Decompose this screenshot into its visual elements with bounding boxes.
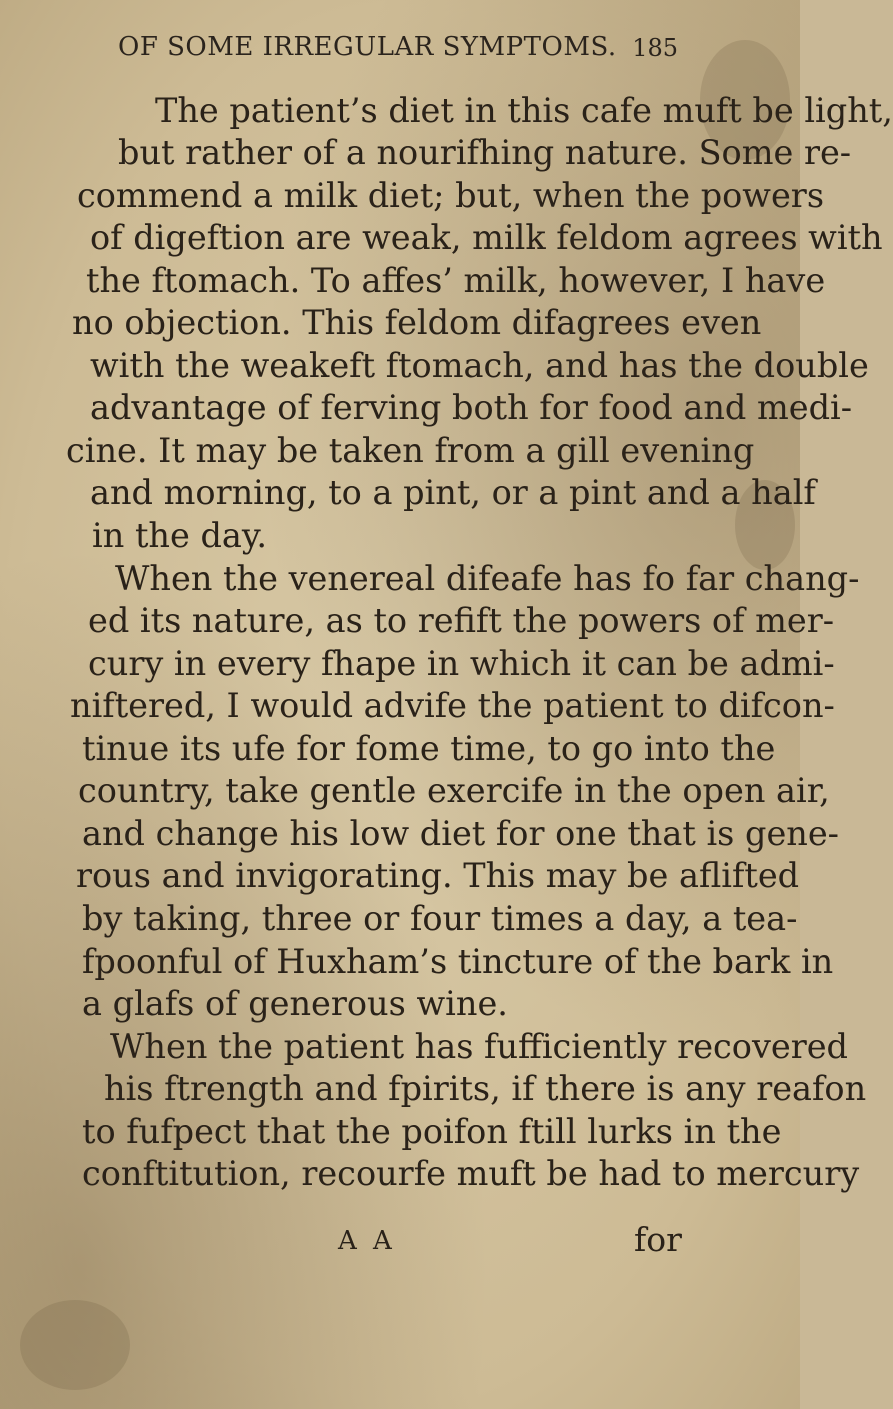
text-line: a glafs of generous wine. — [82, 984, 508, 1023]
text-line: in the day. — [92, 516, 267, 555]
running-head: OF SOME IRREGULAR SYMPTOMS. — [118, 32, 617, 62]
catchword: for — [634, 1220, 682, 1259]
text-line: commend a milk diet; but, when the powers — [77, 176, 825, 215]
text-line: The patient’s diet in this cafe muft be light, — [155, 91, 893, 130]
text-line: When the patient has fufficiently recovered — [110, 1027, 848, 1066]
text-line: cury in every fhape in which it can be admi- — [88, 644, 835, 683]
text-line: niftered, I would advife the patient to difcon- — [70, 686, 835, 725]
text-line: to fufpect that the poifon ftill lurks in the — [82, 1112, 782, 1151]
text-line: but rather of a nourifhing nature. Some re- — [118, 133, 852, 172]
text-line: advantage of ferving both for food and medi- — [90, 388, 853, 427]
page-stain — [20, 1300, 130, 1390]
text-line: of digeftion are weak, milk feldom agrees with — [90, 218, 883, 257]
text-line: and morning, to a pint, or a pint and a half — [90, 473, 816, 512]
text-line: tinue its ufe for fome time, to go into the — [82, 729, 776, 768]
text-line: and change his low diet for one that is gene- — [82, 814, 839, 853]
text-line: cine. It may be taken from a gill evening — [66, 431, 755, 470]
page-header — [118, 32, 678, 82]
text-line: his ftrength and fpirits, if there is any reafon — [104, 1069, 867, 1108]
text-line: by taking, three or four times a day, a tea- — [82, 899, 798, 938]
text-line: the ftomach. To affes’ milk, however, I have — [86, 261, 826, 300]
text-line: When the venereal difeafe has fo far chang- — [115, 559, 860, 598]
text-line: no objection. This feldom difagrees even — [72, 303, 762, 342]
text-line: conftitution, recourfe muft be had to mercury — [82, 1154, 860, 1193]
page-number: 185 — [632, 34, 678, 62]
text-line: country, take gentle exercife in the open air, — [78, 771, 830, 810]
signature-mark: A A — [338, 1226, 396, 1256]
text-line: rous and invigorating. This may be aflifted — [76, 856, 800, 895]
text-line: fpoonful of Huxham’s tincture of the bark in — [82, 942, 834, 981]
page-footer — [0, 1220, 800, 1270]
text-line: with the weakeft ftomach, and has the double — [90, 346, 869, 385]
text-line: ed its nature, as to refift the powers of mer- — [88, 601, 835, 640]
